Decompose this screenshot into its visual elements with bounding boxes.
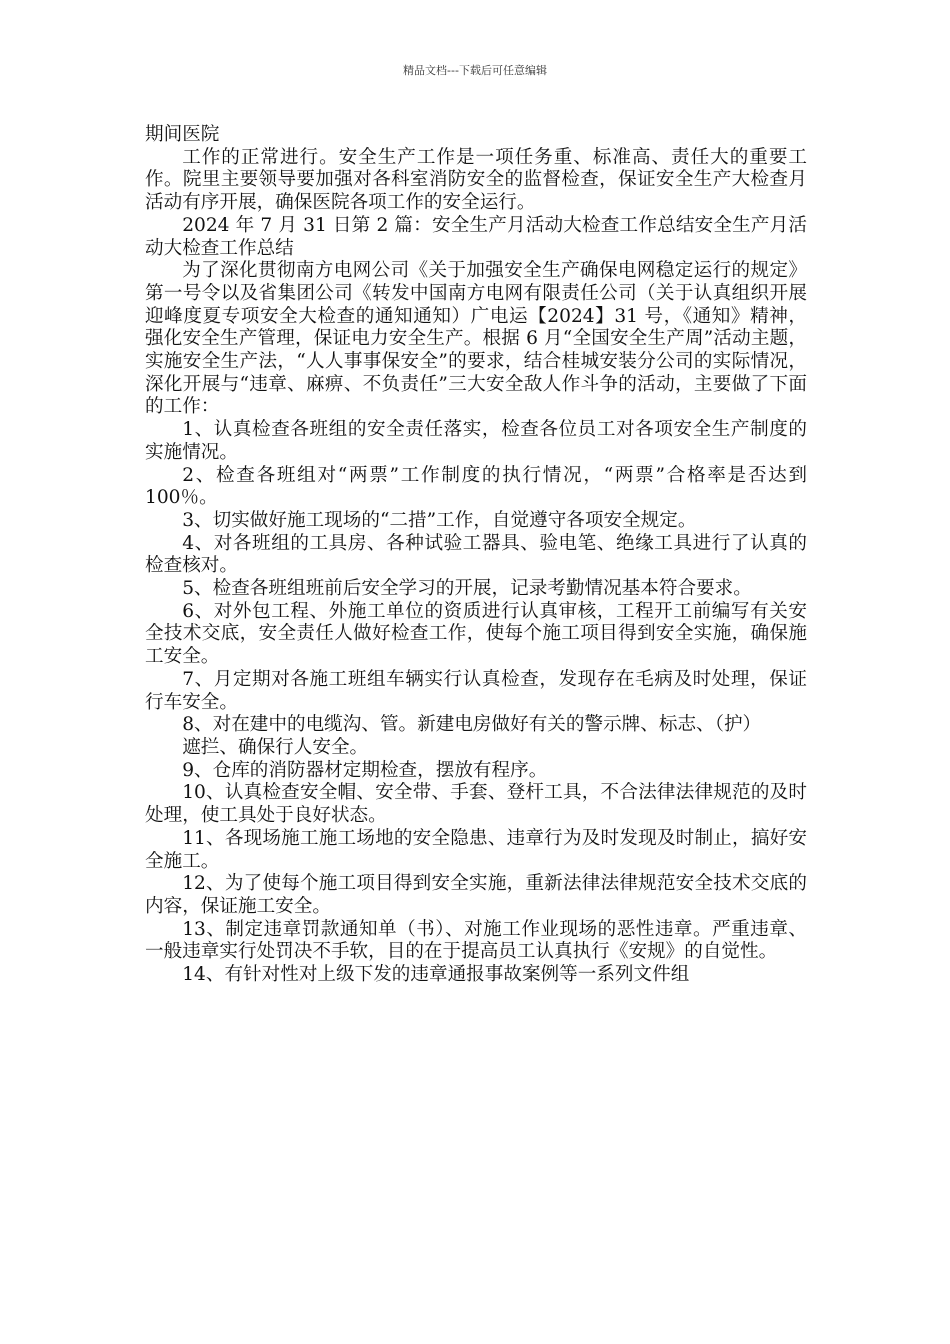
paragraph: 期间医院 bbox=[145, 124, 220, 145]
list-item: 14、有针对性对上级下发的违章通报事故案例等一系列文件组 bbox=[182, 964, 690, 986]
list-item: 8、对在建中的电缆沟、管。新建电房做好有关的警示牌、标志、（护） bbox=[182, 714, 762, 736]
page-header: 精品文档---下载后可任意编辑 bbox=[403, 64, 547, 77]
document-body bbox=[145, 124, 807, 987]
paragraph: 工作的正常进行。安全生产工作是一项任务重、标准高、责任大的重要工作。院里主要领导要加强对各科室消防安全的监督检查，保证安全生产大检查月活动有序开展，确保医院各项工作的安全运行。 bbox=[145, 146, 807, 214]
list-item: 7、月定期对各施工班组车辆实行认真检查，发现存在毛病及时处理，保证行车安全。 bbox=[145, 668, 807, 713]
list-item: 11、各现场施工施工场地的安全隐患、违章行为及时发现及时制止，搞好安全施工。 bbox=[145, 827, 807, 872]
list-item: 9、仓库的消防器材定期检查，摆放有程序。 bbox=[182, 759, 548, 781]
list-item: 6、对外包工程、外施工单位的资质进行认真审核，工程开工前编写有关安全技术交底，安全责任人做好检查工作，使每个施工项目得到安全实施，确保施工安全。 bbox=[145, 600, 807, 668]
paragraph: 2024 年 7 月 31 日第 2 篇：安全生产月活动大检查工作总结安全生产月活动大检查工作总结 bbox=[145, 214, 807, 259]
list-item: 12、为了使每个施工项目得到安全实施，重新法律法律规范安全技术交底的内容，保证施工安全。 bbox=[145, 873, 807, 917]
paragraph: 为了深化贯彻南方电网公司《关于加强安全生产确保电网稳定运行的规定》第一号令以及省集团公司《转发中国南方电网有限责任公司（关于认真组织开展迎峰度夏专项安全大检查的通知通知）广电运【2024】31 号，《通知》精神，强化安全生产管理，保证电力安全生产。根据 6 月“全国安全生产周”活动主题，实施安全生产法，“人人事事保安全”的要求，结合桂城安装分公司的实际情况，深化开展与“违章、麻痹、不负责任”三大安全敌人作斗争的活动，主要做了下面的工作： bbox=[145, 260, 807, 418]
list-item: 2、检查各班组对“两票”工作制度的执行情况，“两票”合格率是否达到 100％。 bbox=[145, 464, 807, 509]
list-item: 1、认真检查各班组的安全责任落实，检查各位员工对各项安全生产制度的实施情况。 bbox=[145, 419, 807, 463]
list-item: 13、制定违章罚款通知单（书）、对施工作业现场的恶性违章。严重违章、一般违章实行处罚决不手软，目的在于提高员工认真执行《安规》的自觉性。 bbox=[145, 918, 807, 963]
list-item: 3、切实做好施工现场的“二措”工作，自觉遵守各项安全规定。 bbox=[182, 509, 697, 531]
list-item: 10、认真检查安全帽、安全带、手套、登杆工具，不合法律法律规范的及时处理，使工具处于良好状态。 bbox=[145, 782, 807, 827]
list-item: 4、对各班组的工具房、各种试验工器具、验电笔、绝缘工具进行了认真的检查核对。 bbox=[145, 532, 807, 577]
list-item: 遮拦、确保行人安全。 bbox=[182, 736, 369, 758]
list-item: 5、检查各班组班前后安全学习的开展，记录考勤情况基本符合要求。 bbox=[182, 578, 752, 600]
